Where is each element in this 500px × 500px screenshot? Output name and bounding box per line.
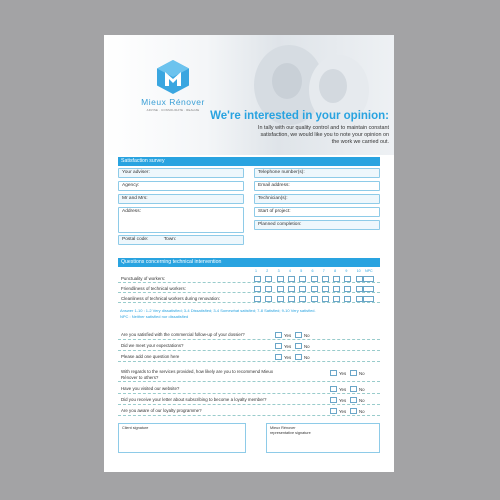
rating-checkbox[interactable] [288, 286, 295, 292]
rating-checkbox[interactable] [363, 276, 374, 282]
rating-checkbox[interactable] [311, 296, 318, 302]
email-field[interactable]: Email address: [254, 181, 380, 191]
no-label: No [304, 332, 310, 338]
rating-checkbox[interactable] [299, 296, 306, 302]
scale-number: 5 [300, 269, 303, 273]
scale-number: 4 [288, 269, 291, 273]
no-checkbox[interactable] [295, 354, 302, 360]
agency-field[interactable]: Agency: [118, 181, 244, 191]
yes-label: Yes [339, 397, 347, 403]
rating-checkbox[interactable] [363, 296, 374, 302]
rating-legend-npc: NPC : Neither satisfied nor dissatisfied [120, 314, 189, 319]
brand-logo [138, 59, 208, 112]
rating-checkbox[interactable] [311, 286, 318, 292]
planned-completion-field[interactable]: Planned completion: [254, 220, 380, 230]
rating-checkbox[interactable] [356, 296, 363, 302]
scale-number: 7 [322, 269, 325, 273]
question-label: Are you satisfied with the commercial follow-up of your dossier? [121, 332, 245, 337]
yes-checkbox[interactable] [275, 343, 282, 349]
rating-checkbox[interactable] [322, 296, 329, 302]
yes-label: Yes [284, 332, 292, 338]
rating-checkbox[interactable] [333, 286, 340, 292]
question-label: Did you receive your letter about subscribing to become a loyalty member? [121, 397, 267, 402]
no-checkbox[interactable] [295, 343, 302, 349]
town-label: Town: [163, 237, 177, 242]
rating-checkbox[interactable] [363, 286, 374, 292]
rating-checkbox[interactable] [333, 296, 340, 302]
rating-checkbox[interactable] [265, 286, 272, 292]
rating-checkbox[interactable] [265, 296, 272, 302]
question-row [118, 342, 380, 351]
yes-checkbox[interactable] [330, 397, 337, 403]
scale-number: 2 [266, 269, 269, 273]
rating-checkbox[interactable] [288, 296, 295, 302]
question-row [118, 331, 380, 340]
rating-checkbox[interactable] [277, 296, 284, 302]
no-checkbox[interactable] [350, 386, 357, 392]
scale-number: 6 [311, 269, 314, 273]
no-label: No [359, 397, 365, 403]
rating-checkbox[interactable] [299, 286, 306, 292]
rating-checkbox[interactable] [288, 276, 295, 282]
start-project-field[interactable]: Start of project: [254, 207, 380, 217]
rating-row-label: Friendliness of technical workers: [121, 286, 186, 291]
rating-row-label: Punctuality of workers: [121, 276, 166, 281]
yes-checkbox[interactable] [275, 354, 282, 360]
question-label: Are you aware of our loyalty programme? [121, 408, 202, 413]
client-signature-box[interactable] [118, 423, 246, 453]
no-label: No [359, 370, 365, 376]
brand-name: Mieux Rénover [141, 97, 205, 107]
rating-checkbox[interactable] [277, 276, 284, 282]
no-checkbox[interactable] [350, 397, 357, 403]
rating-checkbox[interactable] [265, 276, 272, 282]
company-name-label: Mieux Rénover [270, 426, 296, 430]
scale-number: 3 [277, 269, 280, 273]
rating-checkbox[interactable] [322, 286, 329, 292]
yes-label: Yes [339, 370, 347, 376]
yes-checkbox[interactable] [275, 332, 282, 338]
question-label: Have you visited our website? [121, 386, 180, 391]
scale-number: 10 [356, 269, 361, 273]
intro-text: In tally with our quality control and to maintain constant satisfaction, we would like you to note your opinion on the work we carried out. [258, 125, 389, 146]
yes-checkbox[interactable] [330, 408, 337, 414]
rating-checkbox[interactable] [322, 276, 329, 282]
adviser-field[interactable]: Your adviser: [118, 168, 244, 178]
rating-row-friendliness [118, 285, 380, 293]
technical-section-header: Questions concerning technical intervention [118, 258, 380, 267]
rating-checkbox[interactable] [356, 286, 363, 292]
yes-label: Yes [284, 343, 292, 349]
scale-number: 8 [334, 269, 337, 273]
postal-code-label: Postal code: [122, 237, 149, 242]
rating-checkbox[interactable] [311, 276, 318, 282]
hexagon-logo-icon [156, 59, 190, 95]
no-checkbox[interactable] [295, 332, 302, 338]
question-label: Please add one question here [121, 354, 180, 359]
rating-row-cleanliness [118, 295, 380, 303]
rating-checkbox[interactable] [299, 276, 306, 282]
no-label: No [359, 386, 365, 392]
scale-number: 1 [255, 269, 257, 273]
company-signature-box[interactable] [266, 423, 380, 453]
postal-town-field[interactable] [118, 235, 244, 245]
rating-checkbox[interactable] [254, 296, 261, 302]
rating-checkbox[interactable] [356, 276, 363, 282]
rating-checkbox[interactable] [344, 286, 351, 292]
client-name-field[interactable]: Mr and Mrs: [118, 194, 244, 204]
yes-checkbox[interactable] [330, 386, 337, 392]
yes-checkbox[interactable] [330, 370, 337, 376]
address-field[interactable]: Address: [118, 207, 244, 233]
rating-checkbox[interactable] [333, 276, 340, 282]
telephone-field[interactable]: Telephone number(s): [254, 168, 380, 178]
question-label: With regards to the services provided, how likely are you to recommend Mieux Rénover to others? [121, 369, 274, 380]
question-label: Did we meet your expectations? [121, 343, 184, 348]
headline: We're interested in your opinion: [210, 110, 389, 122]
rating-legend: Answer 1-10 : 1-2 Very dissatisfied; 3-4 Dissatisfied; 3-4 Somewhat satisfied; 7-8 Satisfied; 9-10 Very satisfied. [120, 308, 316, 313]
representative-signature-label: representative signature [270, 430, 311, 435]
no-label: No [359, 408, 365, 414]
technician-field[interactable]: Technician(s): [254, 194, 380, 204]
rating-checkbox[interactable] [344, 276, 351, 282]
client-signature-label: Client signature [122, 426, 149, 430]
satisfaction-section-header: Satisfaction survey [118, 157, 380, 166]
yes-label: Yes [339, 386, 347, 392]
rating-row-punctuality [118, 275, 380, 283]
scale-number: NPC [365, 269, 373, 273]
no-checkbox[interactable] [350, 370, 357, 376]
rating-checkbox[interactable] [277, 286, 284, 292]
no-label: No [304, 343, 310, 349]
rating-checkbox[interactable] [344, 296, 351, 302]
rating-checkbox[interactable] [254, 286, 261, 292]
yes-label: Yes [284, 354, 292, 360]
no-label: No [304, 354, 310, 360]
rating-row-label: Cleanliness of technical workers during renovation: [121, 296, 221, 301]
rating-checkbox[interactable] [254, 276, 261, 282]
survey-sheet [104, 35, 394, 472]
scale-number: 9 [345, 269, 348, 273]
question-row [118, 353, 380, 362]
no-checkbox[interactable] [350, 408, 357, 414]
brand-tagline: ADVISE · CONSOLIDATE · REALIZE [146, 108, 200, 112]
yes-label: Yes [339, 408, 347, 414]
